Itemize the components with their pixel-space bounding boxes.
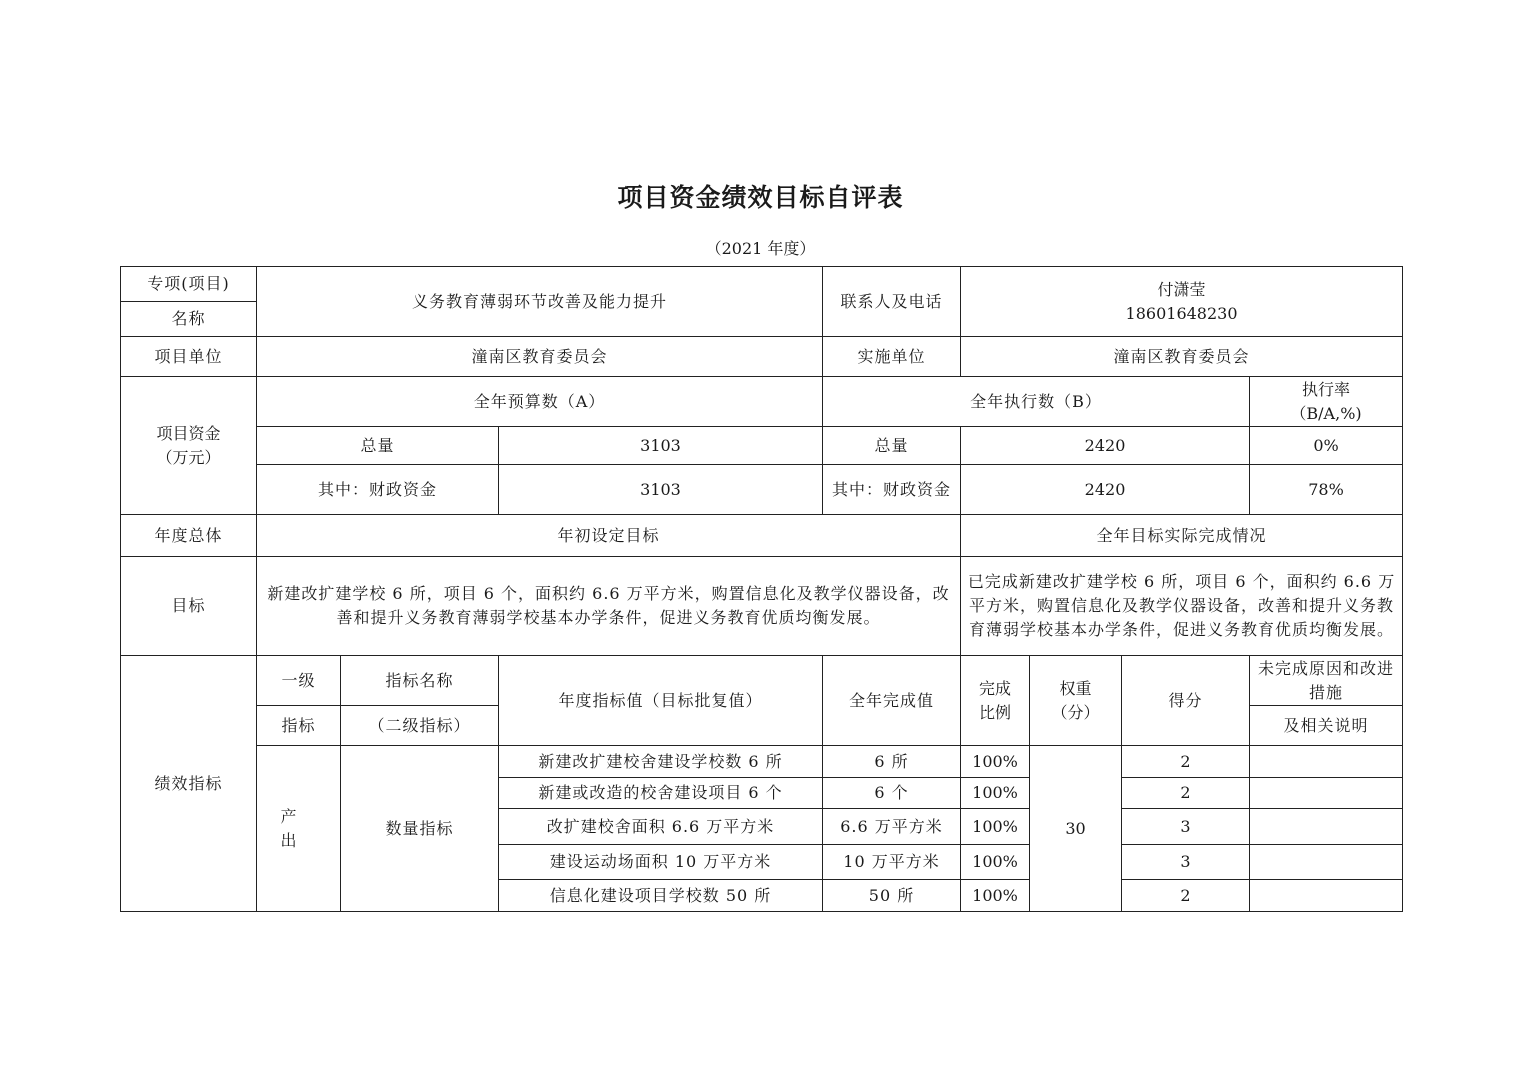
budget-total: 3103 <box>499 427 823 465</box>
project-unit: 潼南区教育委员会 <box>257 337 823 377</box>
project-name-label-1: 专项(项目) <box>121 267 257 302</box>
initial-goal-header: 年初设定目标 <box>257 515 961 557</box>
exec-fiscal: 2420 <box>961 465 1250 515</box>
reason-value <box>1250 880 1403 912</box>
annual-value: 信息化建设项目学校数 50 所 <box>499 880 823 912</box>
rate-fiscal: 78% <box>1250 465 1403 515</box>
impl-unit-label: 实施单位 <box>823 337 961 377</box>
actual-goal-text: 已完成新建改扩建学校 6 所，项目 6 个，面积约 6.6 万平方米，购置信息化及教学仪器设备，改善和提升义务教育薄弱学校基本办学条件，促进义务教育优质均衡发展。 <box>961 557 1403 656</box>
contact-label: 联系人及电话 <box>823 267 961 337</box>
reason-value <box>1250 778 1403 809</box>
overall-label: 年度总体 <box>121 515 257 557</box>
table-row <box>121 746 1403 778</box>
funds-label-1: 项目资金 <box>156 423 221 443</box>
ratio-value: 100% <box>961 880 1030 912</box>
weight-header-2: （分） <box>1051 702 1100 722</box>
reason-header-2: 及相关说明 <box>1250 706 1403 746</box>
ratio-header-2: 比例 <box>979 702 1012 722</box>
exec-total-label: 总量 <box>823 427 961 465</box>
name-header-2: （二级指标） <box>341 706 499 746</box>
project-unit-label: 项目单位 <box>121 337 257 377</box>
annual-value: 建设运动场面积 10 万平方米 <box>499 845 823 880</box>
annual-value: 新建或改造的校舍建设项目 6 个 <box>499 778 823 809</box>
reason-header-1: 未完成原因和改进措施 <box>1250 656 1403 706</box>
exec-fiscal-label: 其中：财政资金 <box>823 465 961 515</box>
score-value: 3 <box>1122 845 1250 880</box>
page-title: 项目资金绩效目标自评表 <box>617 183 904 212</box>
project-name-label-2: 名称 <box>121 302 257 337</box>
exec-header: 全年执行数（B） <box>823 377 1250 427</box>
annual-value: 新建改扩建校舍建设学校数 6 所 <box>499 746 823 778</box>
weight-header-1: 权重 <box>1059 678 1092 698</box>
ratio-value: 100% <box>961 809 1030 845</box>
contact-phone: 18601648230 <box>1125 303 1238 323</box>
budget-total-label: 总量 <box>257 427 499 465</box>
funds-label <box>121 377 257 515</box>
impl-unit: 潼南区教育委员会 <box>961 337 1403 377</box>
done-value: 10 万平方米 <box>823 845 961 880</box>
score-header: 得分 <box>1122 656 1250 746</box>
level1-output: 产 出 <box>257 746 341 912</box>
ratio-header-1: 完成 <box>979 678 1012 698</box>
reason-value <box>1250 845 1403 880</box>
budget-header: 全年预算数（A） <box>257 377 823 427</box>
reason-value <box>1250 746 1403 778</box>
performance-label: 绩效指标 <box>121 656 257 912</box>
budget-fiscal-label: 其中：财政资金 <box>257 465 499 515</box>
initial-goal-text: 新建改扩建学校 6 所，项目 6 个，面积约 6.6 万平方米，购置信息化及教学仪器设备，改善和提升义务教育薄弱学校基本办学条件，促进义务教育优质均衡发展。 <box>257 557 961 656</box>
exec-total: 2420 <box>961 427 1250 465</box>
rate-header-1: 执行率 <box>1302 379 1351 399</box>
done-value: 6 个 <box>823 778 961 809</box>
actual-goal-header: 全年目标实际完成情况 <box>961 515 1403 557</box>
funds-label-2: （万元） <box>156 447 221 467</box>
rate-header-2: （B/A,%) <box>1290 403 1362 423</box>
evaluation-table <box>120 266 1403 912</box>
rate-header <box>1250 377 1403 427</box>
ratio-header <box>961 656 1030 746</box>
level1-header-2: 指标 <box>257 706 341 746</box>
score-value: 2 <box>1122 880 1250 912</box>
level2-quantity: 数量指标 <box>341 746 499 912</box>
done-header: 全年完成值 <box>823 656 961 746</box>
contact-name: 付潇莹 <box>1157 279 1206 299</box>
year-subtitle: （2021 年度） <box>705 239 816 258</box>
score-value: 2 <box>1122 778 1250 809</box>
done-value: 6.6 万平方米 <box>823 809 961 845</box>
done-value: 6 所 <box>823 746 961 778</box>
level1-header-1: 一级 <box>257 656 341 706</box>
annual-header: 年度指标值（目标批复值） <box>499 656 823 746</box>
done-value: 50 所 <box>823 880 961 912</box>
ratio-value: 100% <box>961 845 1030 880</box>
contact-cell <box>961 267 1403 337</box>
score-value: 3 <box>1122 809 1250 845</box>
weight-header <box>1030 656 1122 746</box>
ratio-value: 100% <box>961 778 1030 809</box>
target-label: 目标 <box>121 557 257 656</box>
reason-value <box>1250 809 1403 845</box>
rate-total: 0% <box>1250 427 1403 465</box>
annual-value: 改扩建校舍面积 6.6 万平方米 <box>499 809 823 845</box>
weight-value: 30 <box>1030 746 1122 912</box>
budget-fiscal: 3103 <box>499 465 823 515</box>
score-value: 2 <box>1122 746 1250 778</box>
project-name: 义务教育薄弱环节改善及能力提升 <box>257 267 823 337</box>
ratio-value: 100% <box>961 746 1030 778</box>
name-header-1: 指标名称 <box>341 656 499 706</box>
